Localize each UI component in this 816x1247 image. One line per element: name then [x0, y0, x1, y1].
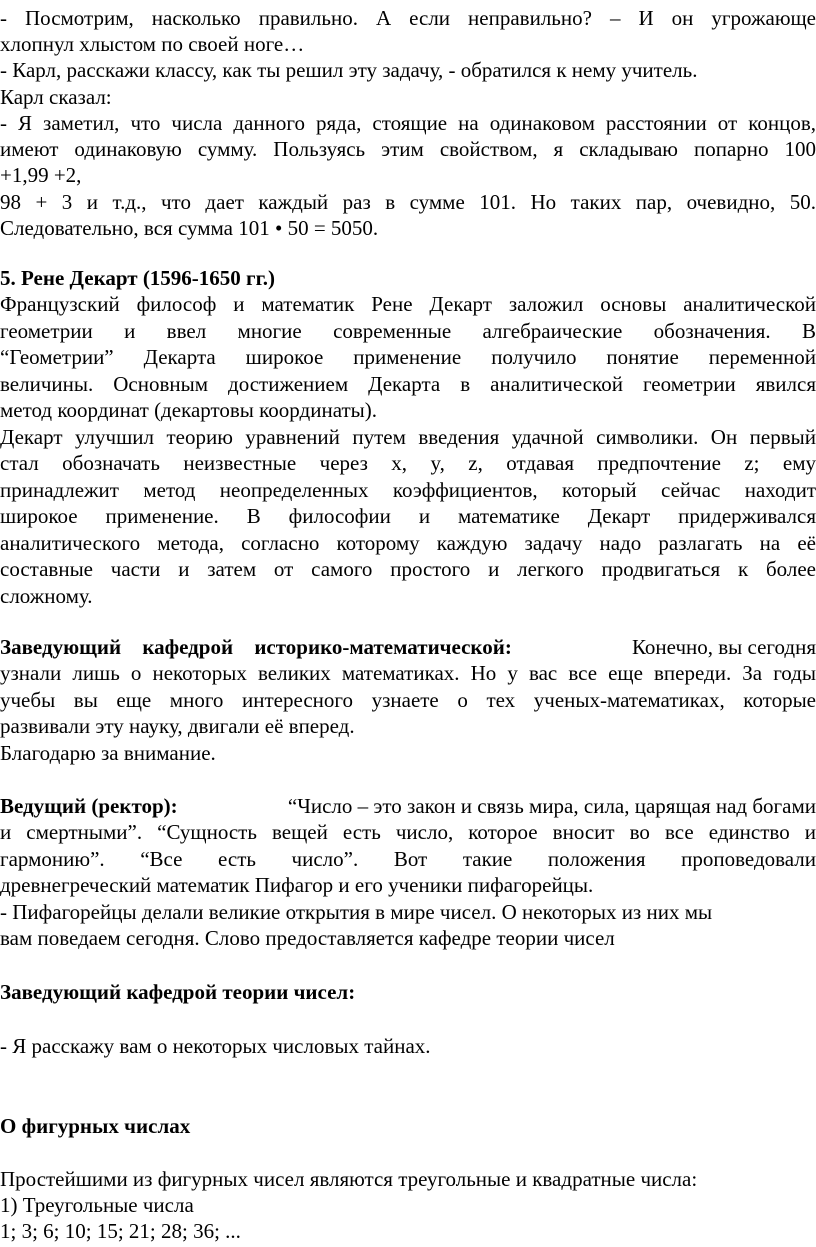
text-line: стал обозначать неизвестные через x, y, z, отдавая предпочтение z; ему	[0, 451, 816, 475]
text-line: учебы вы еще много интересного узнаете о тех ученых-математиках, которые	[0, 688, 816, 712]
text-line: составные части и затем от самого простого и легкого продвигаться к более	[0, 557, 816, 581]
text-line: развивали эту науку, двигали её вперед.	[0, 714, 355, 738]
text-line: величины. Основным достижением Декарта в аналитической геометрии явился	[0, 372, 816, 396]
text-line: - Я заметил, что числа данного ряда, стоящие на одинаковом расстоянии от концов,	[0, 111, 816, 135]
text-line: Благодарю за внимание.	[0, 741, 216, 765]
text-line: метод координат (декартовы координаты).	[0, 398, 377, 422]
text-line: древнегреческий математик Пифагор и его ученики пифагорейцы.	[0, 873, 594, 897]
text-line: Французский философ и математик Рене Декарт заложил основы аналитической	[0, 292, 816, 316]
text-line: широкое применение. В философии и математике Декарт придерживался	[0, 504, 816, 528]
speaker-label: Ведущий (ректор):	[0, 794, 178, 818]
text-line: геометрии и ввел многие современные алгебраические обозначения. В	[0, 319, 816, 343]
text-line: узнали лишь о некоторых великих математиках. Но у вас все еще впереди. За годы	[0, 661, 816, 685]
text-line: Карл сказал:	[0, 85, 112, 109]
heading-text: О фигурных числах	[0, 1114, 191, 1138]
text-line: “Геометрии” Декарта широкое применение получило понятие переменной	[0, 345, 816, 369]
text-line: - Карл, расскажи классу, как ты решил эту задачу, - обратился к нему учитель.	[0, 58, 698, 82]
text-line: - Я расскажу вам о некоторых числовых тайнах.	[0, 1034, 431, 1058]
text-line: гармонию”. “Все есть число”. Вот такие положения проповедовали	[0, 847, 816, 871]
text-line: аналитического метода, согласно которому каждую задачу надо разлагать на её	[0, 531, 816, 555]
text-line: 1) Треугольные числа	[0, 1193, 194, 1217]
text-line: - Пифагорейцы делали великие открытия в мире чисел. О некоторых из них мы	[0, 900, 713, 924]
text-line: и смертными”. “Сущность вещей есть число, которое вносит во все единство и	[0, 820, 816, 844]
section-heading	[0, 1113, 816, 1140]
text-line: Декарт улучшил теорию уравнений путем введения удачной символики. Он первый	[0, 425, 816, 449]
text-line: имеют одинаковую сумму. Пользуясь этим свойством, я складываю попарно 100	[0, 137, 816, 161]
text-line: сложному.	[0, 584, 93, 608]
text-line: Простейшими из фигурных чисел являются треугольные и квадратные числа:	[0, 1167, 698, 1191]
text-line: 1; 3; 6; 10; 15; 21; 28; 36; ...	[0, 1219, 241, 1243]
heading-text: Заведующий кафедрой теории чисел:	[0, 980, 356, 1004]
text-line: 98 + 3 и т.д., что дает каждый раз в сумме 101. Но таких пар, очевидно, 50.	[0, 190, 816, 214]
text-line: Следовательно, вся сумма 101 • 50 = 5050.	[0, 216, 379, 240]
text-line: принадлежит метод неопределенных коэффициентов, который сейчас находит	[0, 478, 816, 502]
text-line: - Посмотрим, насколько правильно. А если неправильно? – И он угрожающе	[0, 6, 816, 30]
text-line: хлопнул хлыстом по своей ноге…	[0, 32, 305, 56]
section-heading	[0, 265, 816, 292]
text-line: +1,99 +2,	[0, 163, 82, 187]
heading-text: 5. Рене Декарт (1596-1650 гг.)	[0, 266, 275, 290]
text-line: вам поведаем сегодня. Слово предоставляется кафедре теории чисел	[0, 926, 615, 950]
speaker-heading	[0, 979, 816, 1006]
speaker-text: “Число – это закон и связь мира, сила, царящая над богами	[287, 794, 816, 818]
speaker-text: Конечно, вы сегодня	[631, 635, 816, 659]
speaker-label: Заведующий кафедрой историко-математической:	[0, 635, 512, 659]
